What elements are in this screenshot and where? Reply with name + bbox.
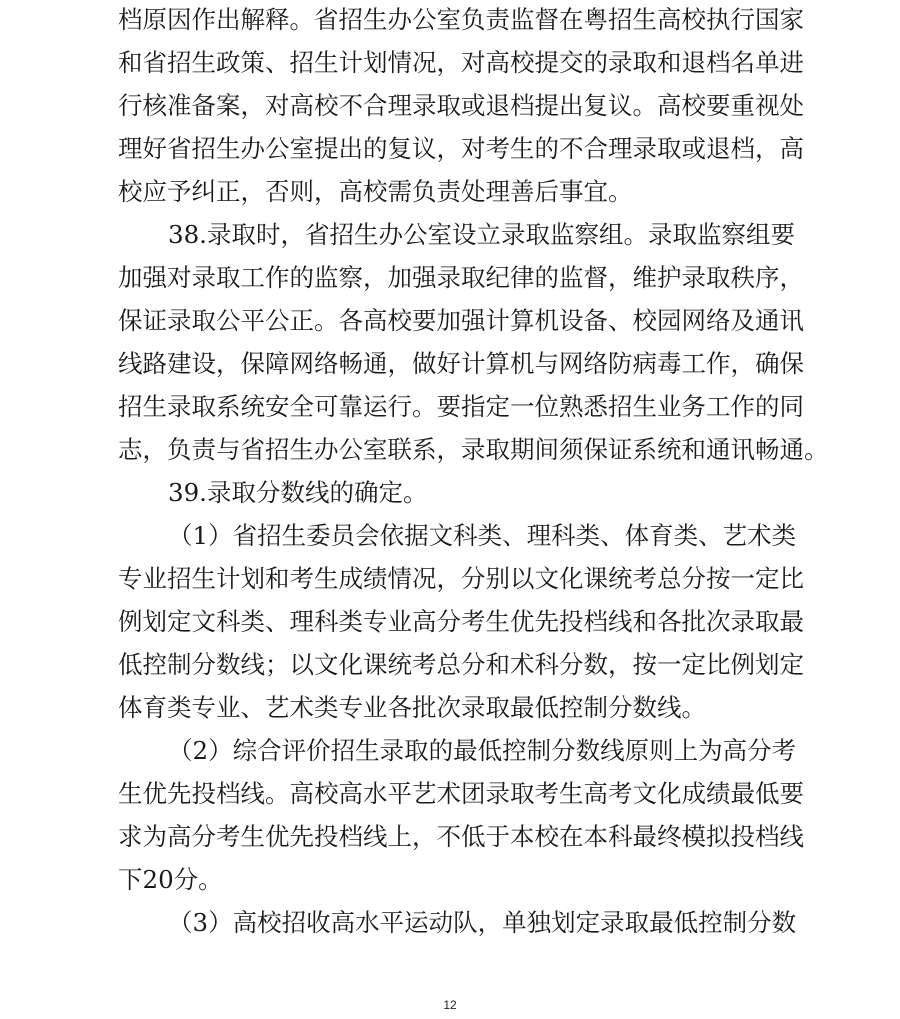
page-number: 12	[443, 998, 457, 1012]
text-line: 下20分。	[118, 865, 223, 894]
text-line: 线路建设，保障网络畅通，做好计算机与网络防病毒工作，确保	[118, 349, 804, 378]
text-line: （3）高校招收高水平运动队，单独划定录取最低控制分数	[168, 908, 797, 937]
text-line: 志，负责与省招生办公室联系，录取期间须保证系统和通讯畅通。	[118, 435, 829, 464]
text-line: 例划定文科类、理科类专业高分考生优先投档线和各批次录取最	[118, 607, 804, 636]
text-line: 低控制分数线；以文化课统考总分和术科分数，按一定比例划定	[118, 650, 804, 679]
text-line: 校应予纠正，否则，高校需负责处理善后事宜。	[118, 177, 633, 206]
text-line: 行核准备案，对高校不合理录取或退档提出复议。高校要重视处	[118, 91, 804, 120]
text-line: 体育类专业、艺术类专业各批次录取最低控制分数线。	[118, 693, 706, 722]
text-line: 保证录取公平公正。各高校要加强计算机设备、校园网络及通讯	[118, 306, 804, 335]
text-line: 档原因作出解释。省招生办公室负责监督在粤招生高校执行国家	[118, 5, 804, 34]
text-line: 39.录取分数线的确定。	[168, 478, 428, 507]
text-line: （1）省招生委员会依据文科类、理科类、体育类、艺术类	[168, 521, 797, 550]
text-line: 理好省招生办公室提出的复议，对考生的不合理录取或退档，高	[118, 134, 804, 163]
text-line: 38.录取时，省招生办公室设立录取监察组。录取监察组要	[168, 220, 795, 249]
text-line: （2）综合评价招生录取的最低控制分数线原则上为高分考	[168, 736, 797, 765]
text-line: 求为高分考生优先投档线上，不低于本校在本科最终模拟投档线	[118, 822, 804, 851]
text-line: 专业招生计划和考生成绩情况，分别以文化课统考总分按一定比	[118, 564, 804, 593]
text-line: 生优先投档线。高校高水平艺术团录取考生高考文化成绩最低要	[118, 779, 804, 808]
text-line: 招生录取系统安全可靠运行。要指定一位熟悉招生业务工作的同	[118, 392, 804, 421]
text-line: 加强对录取工作的监察，加强录取纪律的监督，维护录取秩序，	[118, 263, 804, 292]
text-line: 和省招生政策、招生计划情况，对高校提交的录取和退档名单进	[118, 48, 804, 77]
